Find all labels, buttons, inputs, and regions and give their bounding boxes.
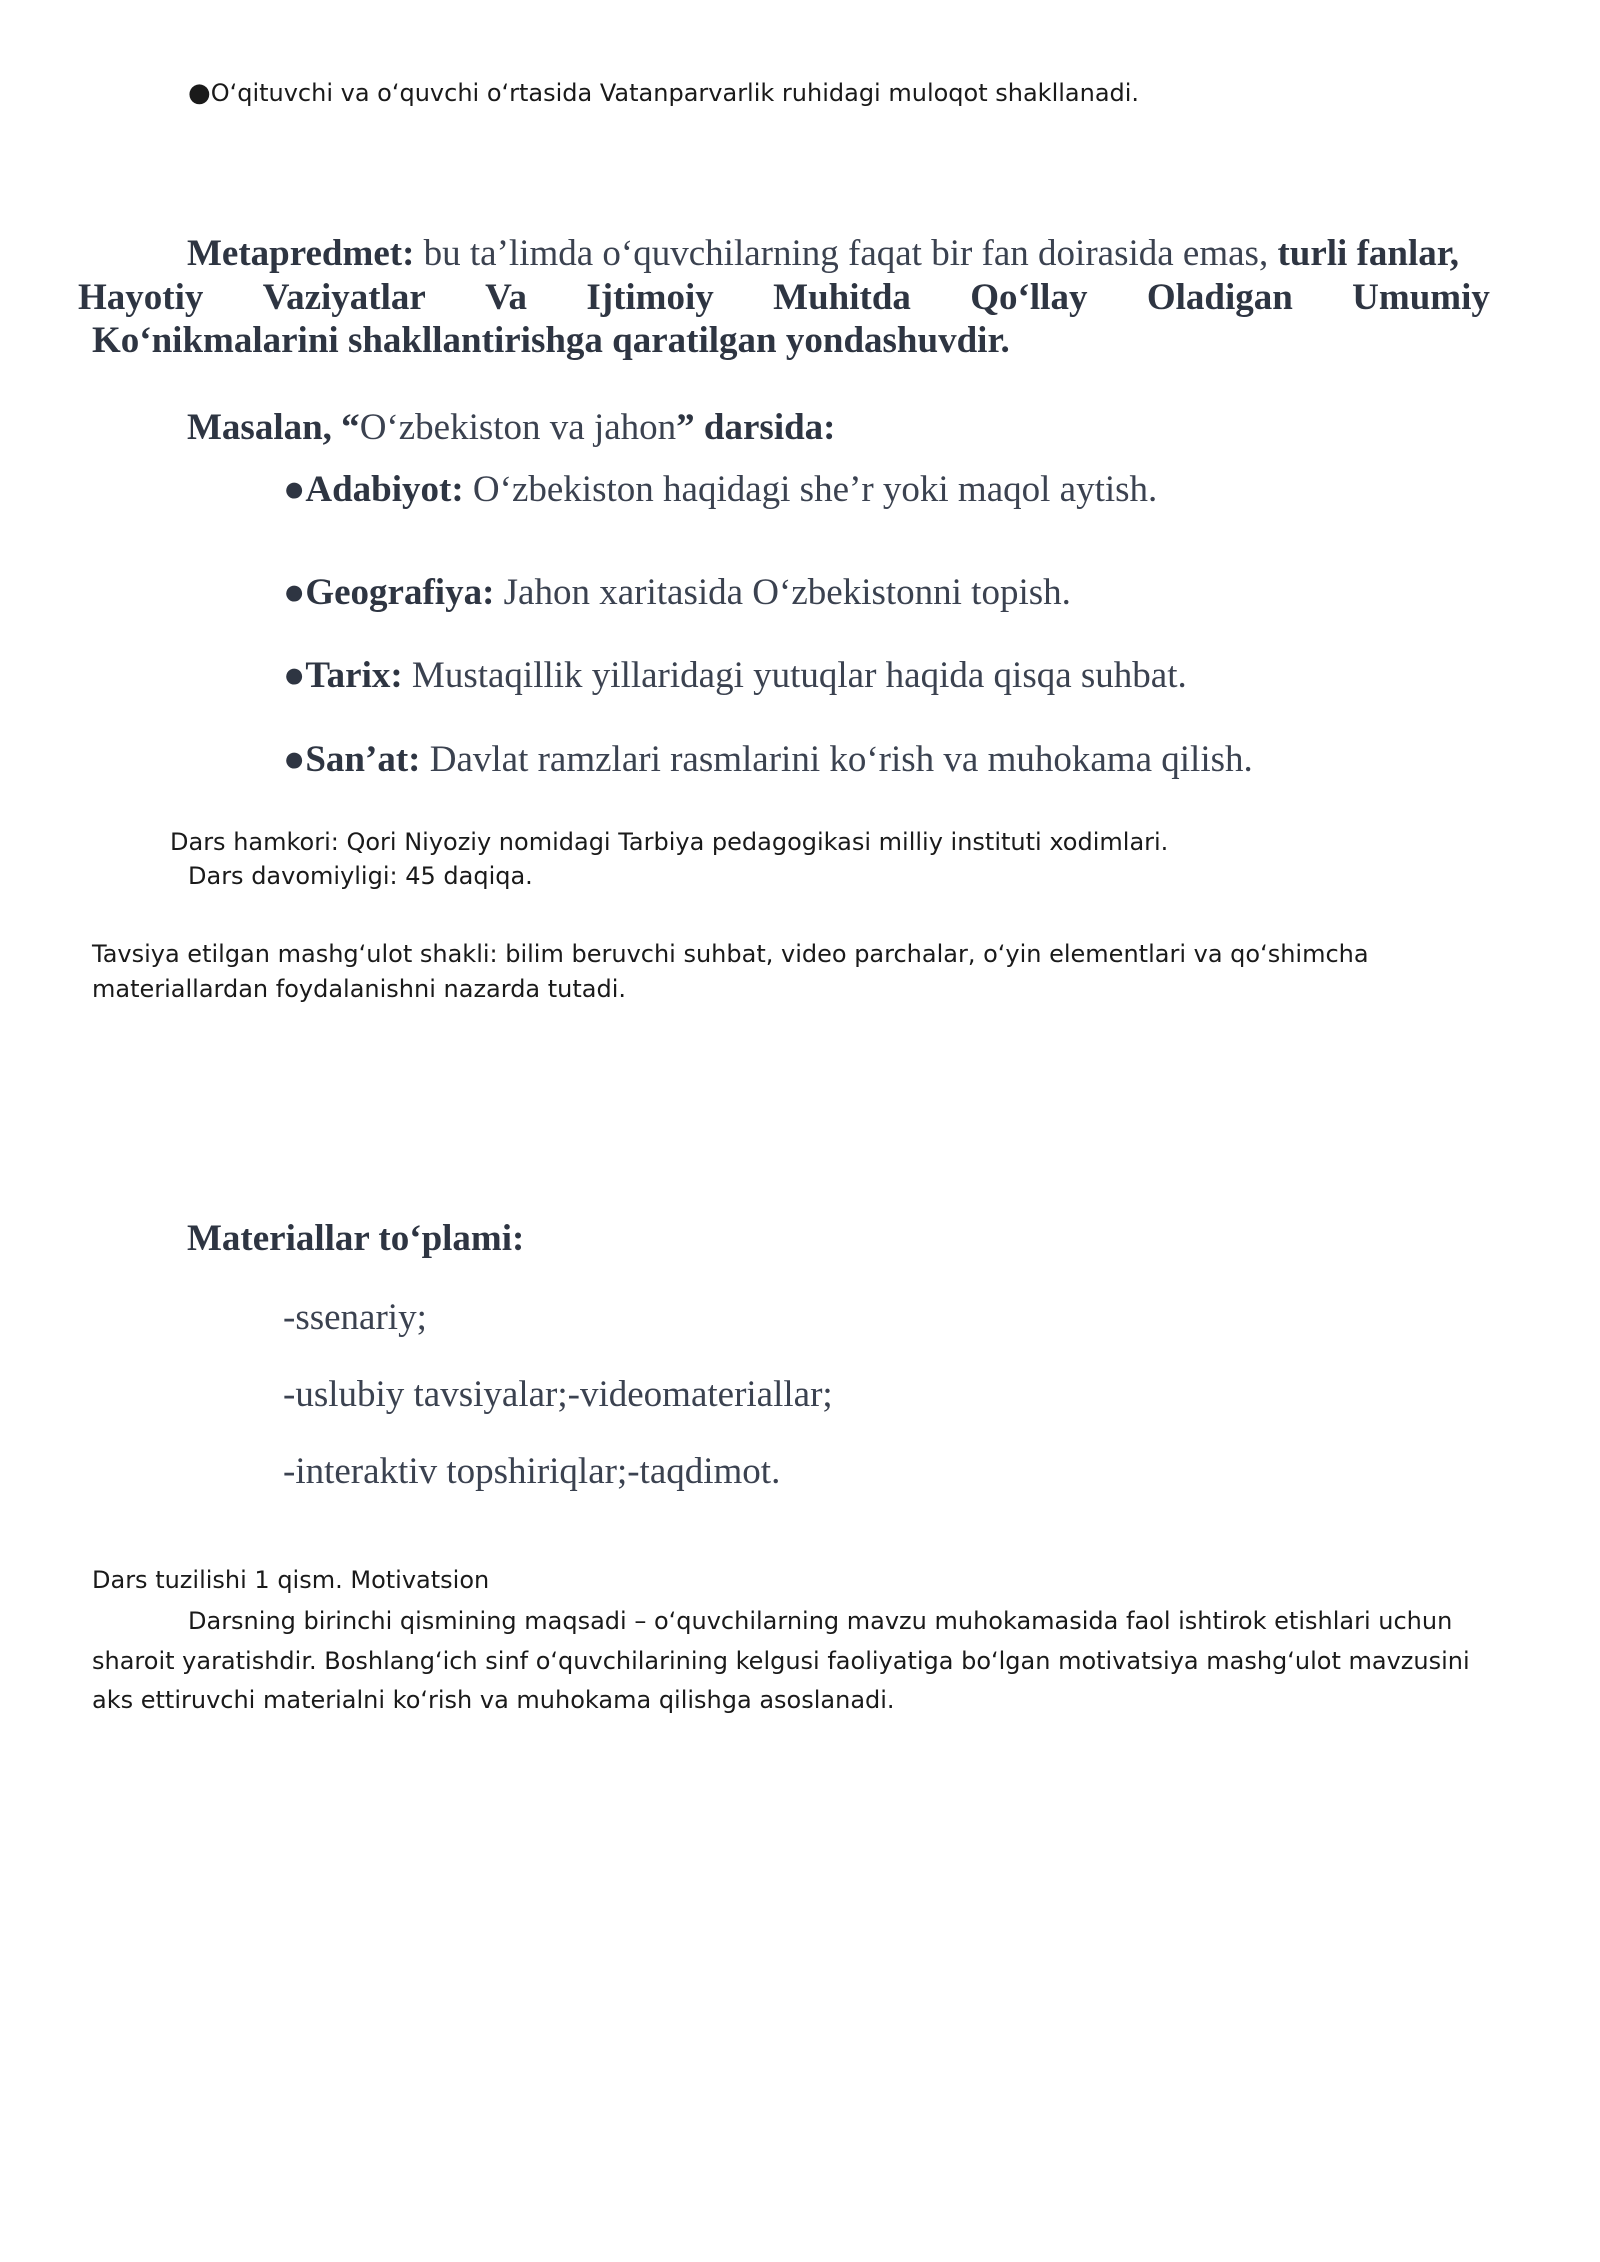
item-text: Mustaqillik yillaridagi yutuqlar haqida qisqa suhbat. [402, 655, 1187, 696]
example-item [283, 738, 1253, 781]
metapredmet-line-3: Ko‘nikmalarini shakllantirishga qaratilgan yondashuvdir. [92, 320, 1010, 361]
word: Muhitda [773, 277, 911, 318]
bullet-dot: ● [283, 572, 306, 613]
subject-label: San’at: [305, 739, 421, 780]
metapredmet-line-1 [187, 232, 1459, 275]
example-item [283, 571, 1071, 614]
word: Va [485, 277, 527, 318]
structure-heading: Dars tuzilishi 1 qism. Motivatsion [92, 1566, 490, 1594]
metapredmet-text: bu ta’limda o‘quvchilarning faqat bir fan doirasida emas, [414, 233, 1278, 274]
metapredmet-term: Metapredmet: [187, 233, 415, 274]
lesson-form-line-2: materiallardan foydalanishni nazarda tutadi. [92, 975, 627, 1003]
intro-bullet [188, 78, 1139, 108]
metapredmet-bold-tail: turli fanlar, [1277, 233, 1460, 274]
example-topic: O‘zbekiston va jahon [359, 407, 677, 448]
structure-paragraph-line-1: Darsning birinchi qismining maqsadi – o‘quvchilarning mavzu muhokamasida faol ishtirok etishlari uchun [188, 1607, 1453, 1635]
item-text: Davlat ramzlari rasmlarini ko‘rish va muhokama qilish. [420, 739, 1253, 780]
intro-text: O‘qituvchi va o‘quvchi o‘rtasida Vatanparvarlik ruhidagi muloqot shakllanadi. [210, 79, 1140, 107]
materials-item: -uslubiy tavsiyalar;-videomateriallar; [283, 1374, 833, 1415]
example-item [283, 654, 1187, 697]
subject-label: Geografiya: [305, 572, 495, 613]
word: Oladigan [1146, 277, 1293, 318]
word: Umumiy [1352, 277, 1490, 318]
word: Ijtimoiy [586, 277, 714, 318]
word: Vaziyatlar [262, 277, 426, 318]
bullet-dot: ● [283, 655, 306, 696]
example-tail: ” darsida: [676, 407, 836, 448]
materials-item: -ssenariy; [283, 1297, 427, 1338]
lesson-duration: Dars davomiyligi: 45 daqiqa. [188, 862, 533, 890]
materials-item: -interaktiv topshiriqlar;-taqdimot. [283, 1451, 781, 1492]
metapredmet-line-2 [78, 276, 1490, 319]
subject-label: Adabiyot: [305, 469, 464, 510]
item-text: Jahon xaritasida O‘zbekistonni topish. [494, 572, 1071, 613]
bullet-dot: ● [283, 739, 306, 780]
example-item [283, 468, 1157, 511]
word: Hayotiy [78, 277, 204, 318]
word: Qo‘llay [970, 277, 1088, 318]
example-heading [187, 406, 836, 449]
bullet-dot: ● [188, 78, 211, 108]
item-text: O‘zbekiston haqidagi she’r yoki maqol aytish. [463, 469, 1158, 510]
structure-paragraph-line-3: aks ettiruvchi materialni ko‘rish va muhokama qilishga asoslanadi. [92, 1686, 895, 1714]
example-lead: Masalan, “ [187, 407, 360, 448]
lesson-partner: Dars hamkori: Qori Niyoziy nomidagi Tarbiya pedagogikasi milliy instituti xodimlari. [170, 828, 1169, 856]
materials-title: Materiallar to‘plami: [187, 1218, 525, 1259]
bullet-dot: ● [283, 469, 306, 510]
structure-paragraph-line-2: sharoit yaratishdir. Boshlang‘ich sinf o‘quvchilarining kelgusi faoliyatiga bo‘lgan motivatsiya mashg‘ulot mavzusini [92, 1647, 1470, 1675]
lesson-form-line-1: Tavsiya etilgan mashg‘ulot shakli: bilim beruvchi suhbat, video parchalar, o‘yin elementlari va qo‘shimcha [92, 940, 1369, 968]
subject-label: Tarix: [305, 655, 403, 696]
